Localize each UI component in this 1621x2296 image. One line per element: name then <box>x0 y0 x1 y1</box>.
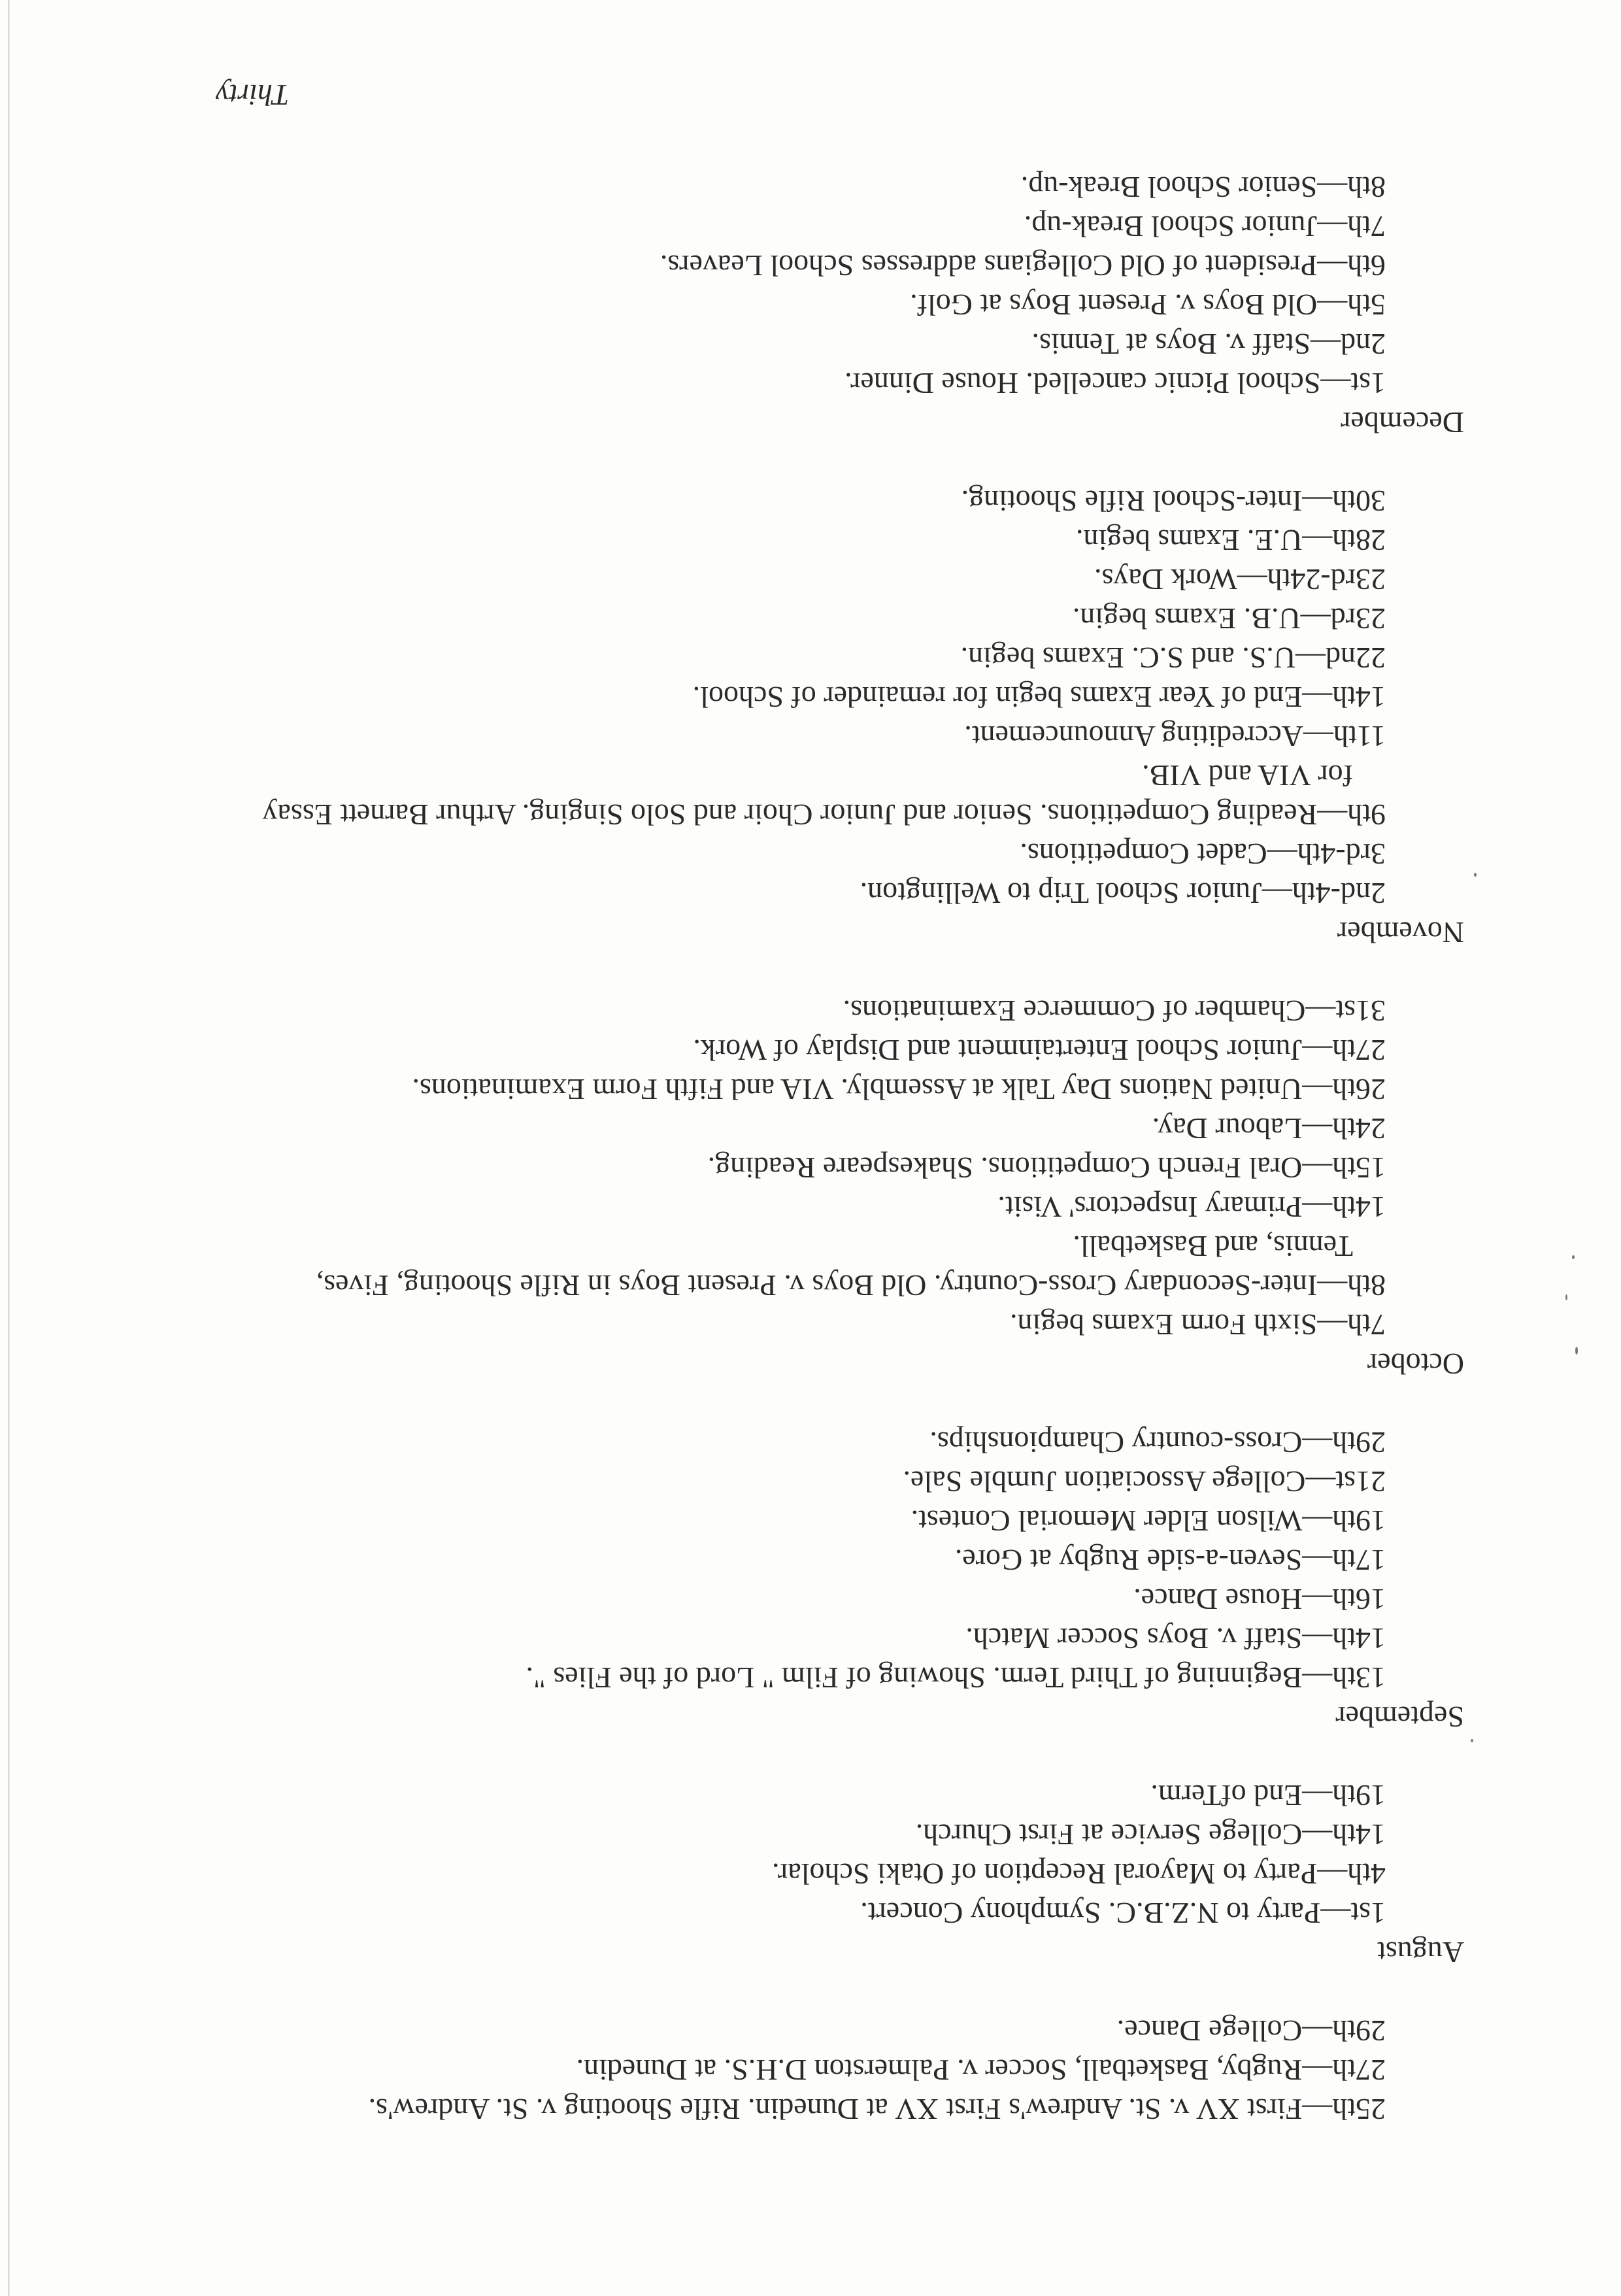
calendar-entry: 11th—Accrediting Announcement. <box>964 720 1386 753</box>
month-heading: December <box>1341 406 1464 439</box>
calendar-entry: 7th—Sixth Form Exams begin. <box>1010 1308 1386 1342</box>
section-september <box>235 1423 1464 1736</box>
calendar-entry: 3rd-4th—Cadet Competitions. <box>1020 837 1386 871</box>
section-august <box>235 1776 1464 1972</box>
calendar-entry: 30th—Inter-School Rifle Shooting. <box>961 484 1386 518</box>
scan-speck <box>1474 873 1477 877</box>
calendar-entry: 14th—Primary Inspectors' Visit. <box>997 1190 1386 1224</box>
calendar-entry: 29th—College Dance. <box>1116 2014 1386 2048</box>
calendar-entry: 15th—Oral French Competitions. Shakespeare Reading. <box>707 1151 1386 1185</box>
month-heading: September <box>1335 1700 1464 1734</box>
calendar-entry: 2nd-4th—Junior School Trip to Wellington. <box>860 877 1386 910</box>
calendar-entry: 8th—Senior School Break-up. <box>1020 171 1386 204</box>
calendar-entry: 5th—Old Boys v. Present Boys at Golf. <box>910 288 1386 322</box>
calendar-entry: 23rd-24th—Work Days. <box>1094 563 1386 596</box>
calendar-entry: 4th—Party to Mayoral Reception of Otaki Scholar. <box>772 1857 1386 1891</box>
calendar-entry: 25th—First XV v. St. Andrew's First XV at Dunedin. Rifle Shooting v. St. Andrew's. <box>368 2093 1386 2126</box>
calendar-entry: 6th—President of Old Collegians addresses School Leavers. <box>660 249 1386 282</box>
calendar-entry: 24th—Labour Day. <box>1152 1112 1386 1145</box>
calendar-entry: 7th—Junior School Break-up. <box>1024 210 1386 243</box>
calendar-entry: 23rd—U.B. Exams begin. <box>1072 602 1386 635</box>
page-number: Thirty <box>216 78 290 112</box>
calendar-entry: 22nd—U.S. and S.C. Exams begin. <box>960 641 1386 675</box>
scan-speck <box>1471 1739 1473 1742</box>
calendar-entry: 31st—Chamber of Commerce Examinations. <box>843 994 1386 1028</box>
calendar-entry: 14th—College Service at First Church. <box>915 1818 1386 1851</box>
section-october <box>235 991 1464 1383</box>
calendar-entry: 21st—College Association Jumble Sale. <box>903 1465 1386 1498</box>
calendar-entry: 14th—End of Year Exams begin for remainder of School. <box>692 681 1386 714</box>
calendar-entry: 8th—Inter-Secondary Cross-Country. Old Boys v. Present Boys in Rifle Shooting, Fives, Tennis, and Basketball. <box>316 1230 1386 1302</box>
calendar-entry: 17th—Seven-a-side Rugby at Gore. <box>954 1544 1386 1577</box>
calendar-entry: 1st—Party to N.Z.B.C. Symphony Concert. <box>860 1897 1386 1930</box>
scan-speck <box>1572 1255 1575 1259</box>
calendar-entry: 9th—Reading Competitions. Senior and Junior Choir and Solo Singing. Arthur Barnett Essay for VIA and VIB. <box>262 759 1386 832</box>
calendar-entry: 13th—Beginning of Third Term. Showing of Film " Lord of the Flies ". <box>526 1661 1386 1695</box>
calendar-entry: 29th—Cross-country Championships. <box>929 1426 1386 1459</box>
calendar-entry: 27th—Rugby, Basketball, Soccer v. Palmerston D.H.S. at Dunedin. <box>576 2053 1386 2087</box>
month-heading: August <box>1377 1936 1464 1969</box>
calendar-entry: 19th—End ofTerm. <box>1150 1779 1386 1812</box>
calendar-entry: 1st—School Picnic cancelled. House Dinner. <box>844 367 1386 400</box>
calendar-entry: 2nd—Staff v. Boys at Tennis. <box>1031 328 1386 361</box>
calendar-entry: 14th—Staff v. Boys Soccer Match. <box>965 1622 1386 1655</box>
month-heading: October <box>1367 1347 1464 1381</box>
calendar-entry: 26th—United Nations Day Talk at Assembly. VIA and Fifth Form Examinations. <box>412 1073 1386 1106</box>
calendar-entry: 28th—U.E. Exams begin. <box>1076 524 1386 557</box>
calendar-entry: 16th—House Dance. <box>1133 1583 1386 1616</box>
calendar-entry: 19th—Wilson Elder Memorial Contest. <box>911 1504 1386 1538</box>
calendar-content <box>235 167 1464 2129</box>
month-heading: November <box>1337 916 1464 949</box>
section-july-continued <box>235 2011 1386 2129</box>
section-november <box>235 481 1464 952</box>
scan-speck <box>1565 1294 1567 1300</box>
section-december <box>235 167 1464 442</box>
calendar-entry: 27th—Junior School Entertainment and Display of Work. <box>693 1034 1386 1067</box>
scan-speck <box>1575 1347 1578 1355</box>
